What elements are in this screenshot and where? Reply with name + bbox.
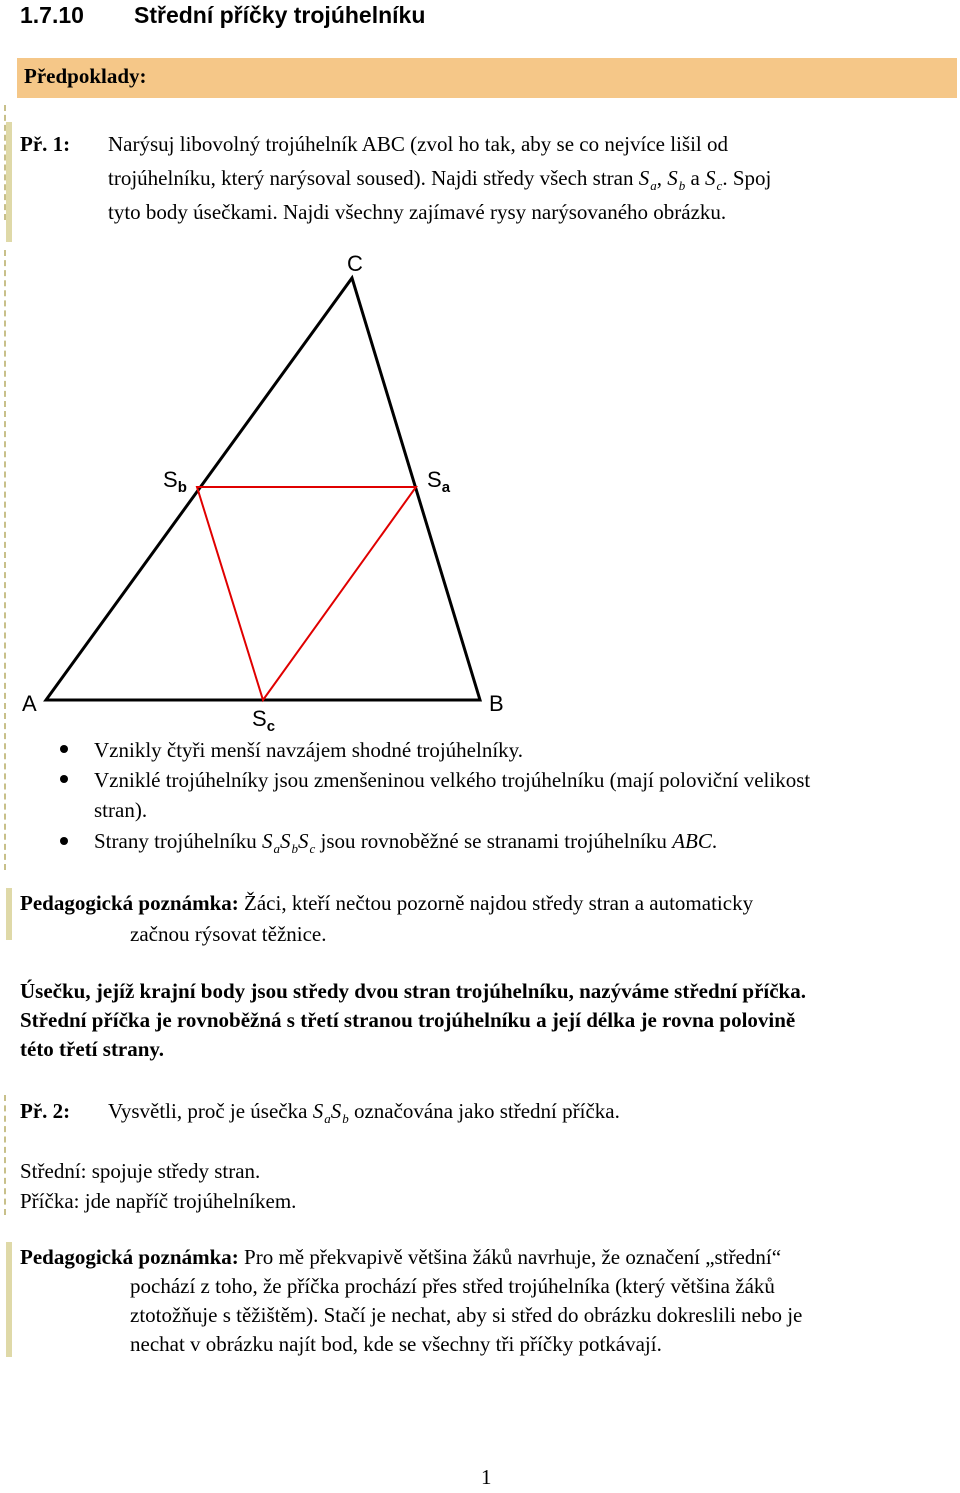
- midline-triangle: [197, 487, 416, 700]
- prerequisites-bar: [17, 58, 957, 98]
- label-vertex-b: B: [489, 691, 504, 716]
- bullet-2: [60, 775, 68, 783]
- label-midpoint-sb: $S_b$: [163, 467, 187, 496]
- observation-3: Strany trojúhelníku $S_aS_bS_c$ jsou rovnoběžné se stranami trojúhelníku ABC.: [94, 829, 718, 856]
- margin-bar-note2: [6, 1242, 12, 1357]
- observation-2-line2: stran).: [94, 798, 148, 822]
- margin-bar-note1: [6, 888, 12, 940]
- note1-line2: začnou rýsovat těžnice.: [130, 922, 327, 946]
- margin-bar-example1: [6, 122, 12, 242]
- example2-text: Vysvětli, proč je úsečka $S_aS_b$ označována jako střední příčka.: [108, 1099, 620, 1126]
- note2-line2: pochází z toho, že příčka prochází přes střed trojúhelníka (který většina žáků: [130, 1274, 775, 1298]
- example1-line1: Narýsuj libovolný trojúhelník ABC (zvol ho tak, aby se co nejvíce lišil od: [108, 132, 728, 156]
- bullet-1: [60, 745, 68, 753]
- definition-line2: Střední příčka je rovnoběžná s třetí stranou trojúhelníku a její délka je rovna polovině: [20, 1008, 796, 1032]
- note2-line3: ztotožňuje s těžištěm). Stačí je nechat, aby si střed do obrázku dokreslili nebo je: [130, 1303, 803, 1327]
- label-vertex-c: C: [347, 251, 363, 276]
- example1-line3: tyto body úsečkami. Najdi všechny zajímavé rysy narýsovaného obrázku.: [108, 200, 727, 224]
- observation-1: Vznikly čtyři menší navzájem shodné trojúhelníky.: [94, 738, 524, 762]
- definition-line3: této třetí strany.: [20, 1037, 165, 1061]
- page-number: 1: [481, 1465, 492, 1489]
- label-midpoint-sc: $S_c$: [252, 706, 276, 735]
- note2-line4: nechat v obrázku najít bod, kde se všechny tři příčky potkávají.: [130, 1332, 662, 1356]
- margin-rule-example2: [4, 1095, 6, 1215]
- observation-2-line1: Vzniklé trojúhelníky jsou zmenšeninou velkého trojúhelníku (mají poloviční velikost: [94, 768, 811, 792]
- label-vertex-a: A: [22, 691, 37, 716]
- example1-line2: trojúhelníku, který narýsoval soused). Najdi středy všech stran $S_a$, $S_b$ a $S_c$. Spoj: [108, 166, 772, 193]
- answer-line1: Střední: spojuje středy stran.: [20, 1159, 261, 1183]
- note1-line1: Pedagogická poznámka: Žáci, kteří nečtou pozorně najdou středy stran a automaticky: [20, 891, 754, 915]
- page-title: [20, 2, 425, 29]
- triangle-diagram: [0, 240, 960, 740]
- bullet-3: [60, 837, 68, 845]
- note2-line1: Pedagogická poznámka: Pro mě překvapivě většina žáků navrhuje, že označení „střední“: [20, 1245, 782, 1269]
- definition-line1: Úsečku, jejíž krajní body jsou středy dvou stran trojúhelníku, nazýváme střední příčka.: [20, 979, 806, 1003]
- section-title: Střední příčky trojúhelníku: [134, 2, 426, 28]
- section-number: 1.7.10: [20, 2, 84, 28]
- prerequisites-label: Předpoklady:: [24, 64, 147, 88]
- answer-line2: Příčka: jde napříč trojúhelníkem.: [20, 1189, 297, 1213]
- label-midpoint-sa: $S_a$: [427, 467, 451, 496]
- example2-label: Př. 2:: [20, 1099, 71, 1123]
- example1-label: Př. 1:: [20, 132, 71, 156]
